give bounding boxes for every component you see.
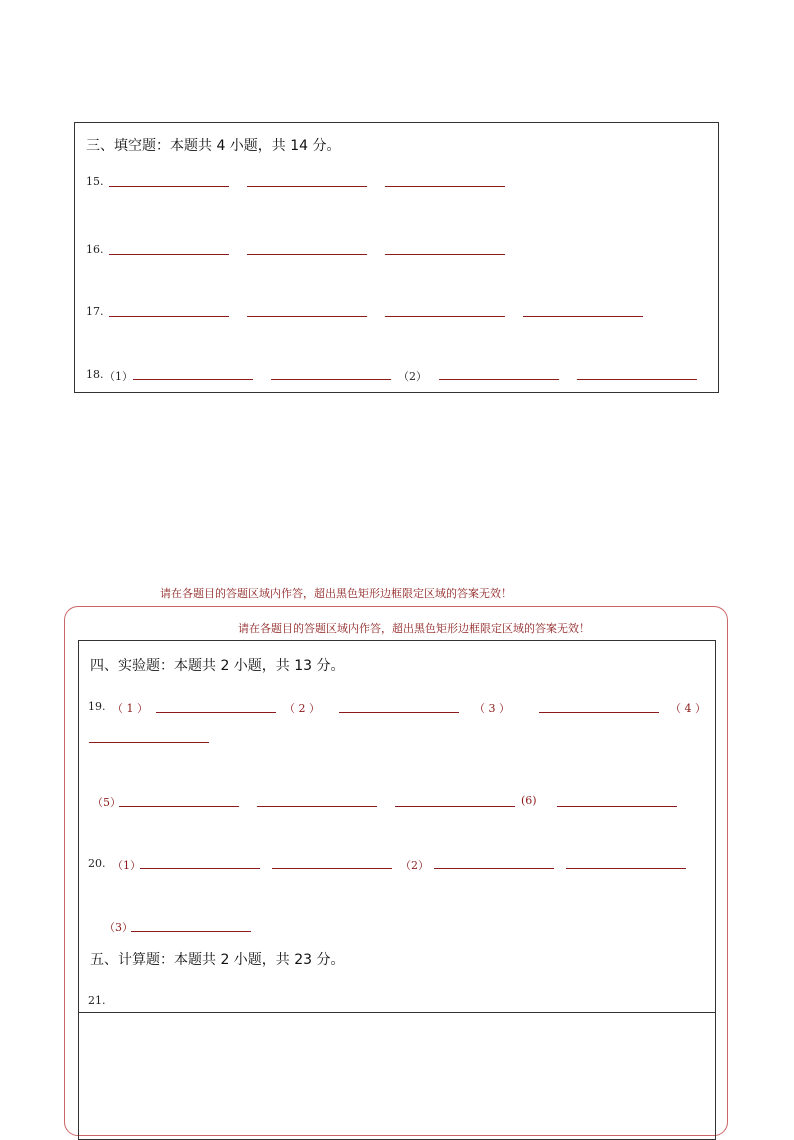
q15-blank-3[interactable] [385, 186, 505, 187]
q19-number: 19. [88, 700, 106, 713]
q20-part1-label: （1） [112, 859, 141, 872]
q18-blank-1[interactable] [133, 379, 253, 380]
q21-answer-divider [78, 1012, 716, 1013]
q20-blank-5[interactable] [131, 931, 251, 932]
q19-blank-8[interactable] [557, 806, 677, 807]
q21-number: 21. [88, 994, 106, 1007]
q17-blank-2[interactable] [247, 316, 367, 317]
q20-blank-2[interactable] [272, 868, 392, 869]
q18-blank-4[interactable] [577, 379, 697, 380]
q18-blank-3[interactable] [439, 379, 559, 380]
fill-in-section-box [74, 122, 719, 393]
q17-blank-4[interactable] [523, 316, 643, 317]
section4-title: 四、实验题：本题共 2 小题，共 13 分。 [90, 658, 345, 674]
q17-blank-3[interactable] [385, 316, 505, 317]
q19-part6-label: (6) [521, 794, 537, 807]
q19-blank-7[interactable] [395, 806, 515, 807]
q18-part1-label: （1） [104, 370, 133, 383]
q18-number: 18. [86, 368, 104, 381]
q15-blank-1[interactable] [109, 186, 229, 187]
section3-title: 三、填空题：本题共 4 小题，共 14 分。 [86, 138, 341, 154]
q19-blank-6[interactable] [257, 806, 377, 807]
answer-area-warning-inner: 请在各题目的答题区域内作答，超出黑色矩形边框限定区域的答案无效！ [238, 622, 590, 635]
q17-blank-1[interactable] [109, 316, 229, 317]
q16-blank-1[interactable] [109, 254, 229, 255]
q16-blank-3[interactable] [385, 254, 505, 255]
q19-blank-1[interactable] [156, 712, 276, 713]
q19-part2-label: （ 2 ） [284, 702, 320, 715]
q20-part3-label: （3） [104, 921, 133, 934]
q19-part4-label: （ 4 ） [670, 702, 706, 715]
q19-blank-4[interactable] [89, 742, 209, 743]
q16-number: 16. [86, 243, 104, 256]
q19-blank-2[interactable] [339, 712, 459, 713]
q19-part3-label: （ 3 ） [474, 702, 510, 715]
q19-part1-label: （ 1 ） [112, 702, 148, 715]
q15-blank-2[interactable] [247, 186, 367, 187]
q20-part2-label: （2） [400, 859, 429, 872]
q19-blank-5[interactable] [119, 806, 239, 807]
experiment-section-box [78, 640, 716, 1140]
q20-blank-4[interactable] [566, 868, 686, 869]
q20-blank-3[interactable] [434, 868, 554, 869]
section5-title: 五、计算题：本题共 2 小题，共 23 分。 [90, 952, 345, 968]
q19-blank-3[interactable] [539, 712, 659, 713]
q17-number: 17. [86, 305, 104, 318]
answer-area-warning-outer: 请在各题目的答题区域内作答，超出黑色矩形边框限定区域的答案无效！ [160, 587, 512, 600]
q20-number: 20. [88, 857, 106, 870]
q20-blank-1[interactable] [140, 868, 260, 869]
q16-blank-2[interactable] [247, 254, 367, 255]
q18-part2-label: （2） [398, 370, 427, 383]
q18-blank-2[interactable] [271, 379, 391, 380]
q19-part5-label: （5） [92, 796, 121, 809]
q15-number: 15. [86, 175, 104, 188]
